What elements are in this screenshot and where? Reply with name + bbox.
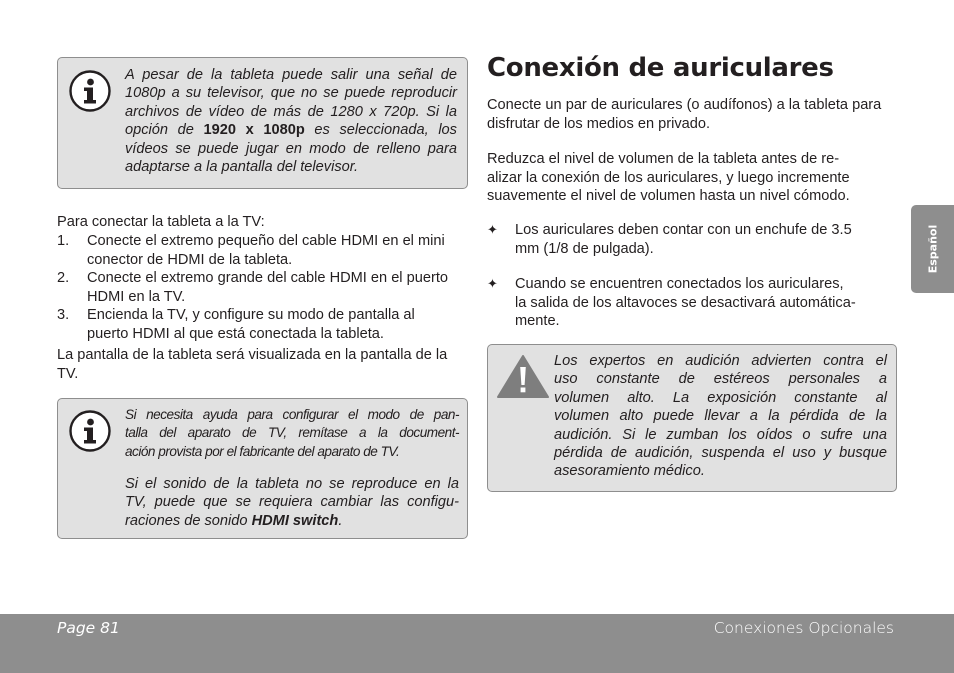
info-note-help (57, 398, 468, 539)
bullet-line: mm (1/8 de pulgada). (515, 240, 654, 257)
language-tab-label: Español (926, 224, 939, 274)
note-line: 1080p a su televisor, que no se puede reproducir (125, 85, 457, 102)
list-item (487, 275, 897, 333)
headphones-intro: Conecte un par de auriculares (o audífonos) a la tableta para disfrutar de los medios en privado. (487, 97, 882, 132)
step-text: Conecte el extremo pequeño del cable HDMI en el mini conector de HDMI de la tableta. (87, 233, 445, 268)
warning-line: uso constante de estéreos personales a (554, 371, 887, 388)
warning-line: asesoramiento médico. (554, 463, 705, 480)
step-text: Encienda la TV, y configure su modo de pantalla al puerto HDMI al que está conectada la tableta. (87, 307, 415, 342)
note-line (125, 512, 459, 530)
section-name: Conexiones Opcionales (713, 619, 894, 637)
page-footer (0, 614, 954, 673)
step-text: Conecte el extremo grande del cable HDMI en el puerto HDMI en la TV. (87, 270, 448, 305)
list-item (57, 306, 457, 343)
warning-line: Los expertos en audición advierten contra el (554, 353, 887, 369)
warning-line: pérdida de audición, suspenda el uso y busque (554, 445, 887, 462)
step-number: 1. (57, 233, 70, 249)
bullet-line: Los auriculares deben contar con un enchufe de 3.5 (515, 222, 852, 238)
warning-note (487, 344, 897, 492)
resolution-value: 1920 x 1080p (203, 122, 305, 139)
note-line: adaptarse a la pantalla del televisor. (125, 159, 359, 176)
info-icon (68, 409, 112, 453)
paragraph-line: Reduzca el nivel de volumen de la tableta antes de re- (487, 151, 840, 167)
bullet-line: la salida de los altavoces se desactivará automática- (515, 294, 856, 311)
warning-text (554, 352, 887, 481)
star-bullet-icon: ✦ (487, 276, 498, 291)
step-number: 3. (57, 307, 70, 324)
bullet-line: Cuando se encuentren conectados los auriculares, (515, 276, 844, 292)
bullet-line: mente. (515, 313, 560, 330)
note-line: ación provista por el fabricante del aparato de TV. (125, 443, 400, 459)
page-title: Conexión de auriculares (487, 53, 834, 83)
volume-paragraph (487, 150, 850, 206)
note-text: es seleccionada, los (314, 122, 457, 139)
warning-line: volumen alto. La exposición constante al (554, 389, 887, 406)
hdmi-switch-label: HDMI switch (251, 512, 339, 529)
step-number: 2. (57, 270, 70, 287)
connect-steps (57, 232, 457, 344)
info-note-hdmi (57, 57, 468, 189)
warning-line: audición. Si le zumban los oídos o sufre una (554, 426, 887, 443)
list-item (57, 232, 457, 269)
note-line: Si necesita ayuda para configurar el modo de pan- (125, 407, 459, 422)
note-text: raciones de sonido (125, 512, 248, 529)
note-line (125, 121, 457, 139)
info-icon (68, 69, 112, 113)
note-help-para2 (125, 475, 459, 530)
paragraph-line: suavemente el nivel de volumen hasta un nivel cómodo. (487, 188, 850, 205)
note-line: archivos de vídeo de más de 1280 x 720p. Si la (125, 103, 457, 120)
warning-line: volumen alto puede llevar a la pérdida de la (554, 408, 887, 425)
list-item (57, 269, 457, 306)
note-text: opción de (125, 122, 194, 139)
note-line: vídeos se puede jugar en modo de relleno para (125, 140, 457, 157)
note-text: . (338, 512, 343, 529)
note-line: A pesar de la tableta puede salir una señal de (125, 67, 457, 83)
page-number: Page 81 (57, 619, 120, 637)
warning-icon (495, 353, 551, 399)
bullet-text (515, 275, 856, 331)
connect-intro: Para conectar la tableta a la TV: (57, 214, 265, 230)
paragraph-line: alizar la conexión de los auriculares, y luego incremente (487, 169, 850, 186)
note-line: Si el sonido de la tableta no se reproduce en la (125, 476, 459, 492)
note-hdmi-text (125, 66, 457, 176)
connect-outro: La pantalla de la tableta será visualizada en la pantalla de la TV. (57, 347, 448, 382)
language-tab (911, 205, 954, 293)
bullet-text (515, 221, 852, 258)
star-bullet-icon: ✦ (487, 222, 498, 237)
note-line: talla del aparato de TV, remítase a la document- (125, 425, 459, 441)
note-help-para1 (125, 406, 459, 461)
note-line: TV, puede que se requiera cambiar las configu- (125, 494, 459, 511)
list-item (487, 221, 897, 261)
